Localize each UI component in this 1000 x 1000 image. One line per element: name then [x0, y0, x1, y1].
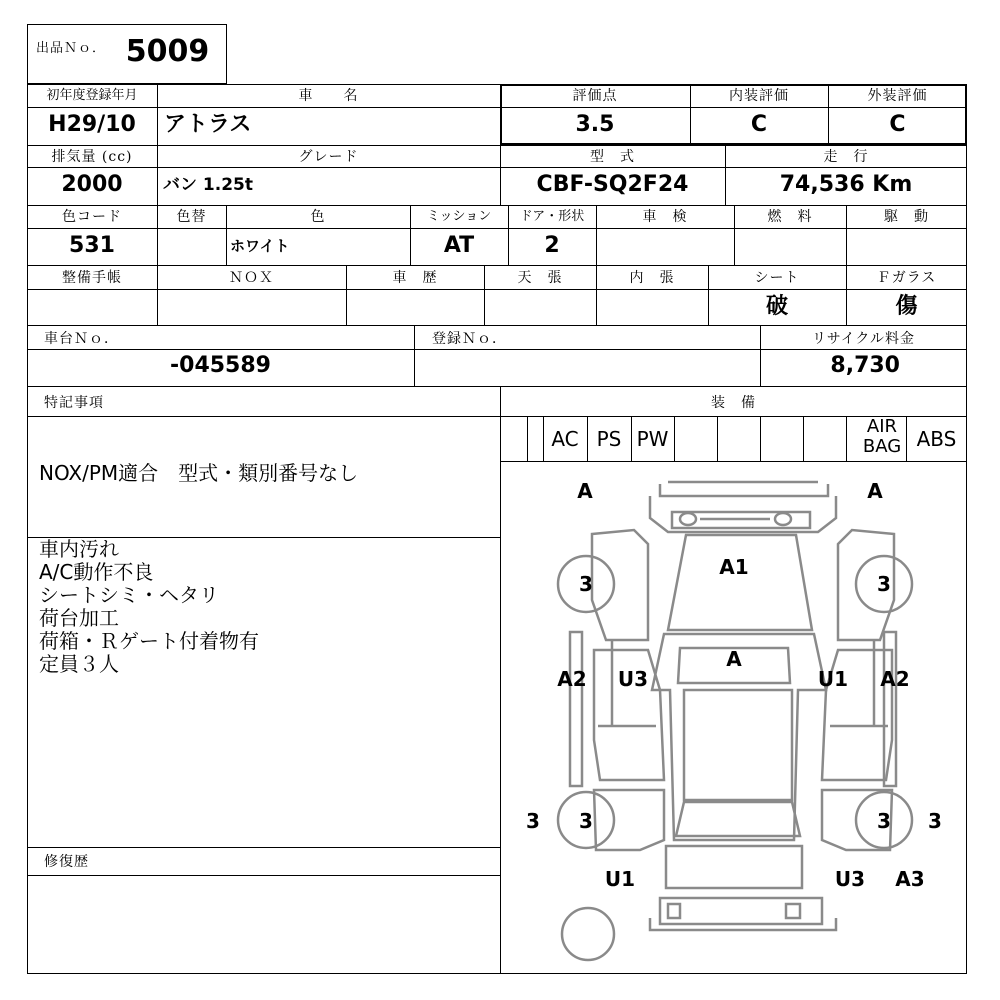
interior-label: 内装評価 [729, 88, 789, 104]
mark-rear-left: U1 [604, 867, 636, 891]
f-glass-value: 傷 [895, 294, 918, 319]
mark-rear-center-right: U3 [834, 867, 866, 891]
drive-label: 駆 動 [884, 209, 929, 225]
chassis-label: 車台Ｎｏ． [44, 331, 119, 347]
row5-div-1 [414, 325, 415, 386]
recycle-value: 8,730 [830, 353, 900, 378]
chassis-value: -045589 [170, 353, 271, 378]
equip-div-5 [717, 416, 718, 461]
repair-label-top [27, 847, 500, 848]
mark-wheel-rr: 3 [877, 809, 891, 833]
color-value: ホワイト [230, 237, 290, 255]
exterior-value: C [889, 112, 906, 137]
displacement-label: 排気量 (cc) [51, 149, 133, 165]
row1-bottom [27, 145, 967, 146]
grade-label: グレード [298, 149, 359, 165]
nox-label: ＮＯＸ [229, 270, 274, 286]
equip-div-2 [587, 416, 588, 461]
equip-div-7 [803, 416, 804, 461]
equip-items-bottom [500, 461, 967, 462]
registration-label: 登録Ｎｏ． [432, 331, 507, 347]
roof-label: 天 張 [517, 270, 563, 286]
mark-left-front-door: U3 [617, 667, 649, 691]
inner-label: 内 張 [629, 270, 675, 286]
grade-value: バン 1.25t [163, 175, 253, 195]
mark-front-left: A [577, 479, 593, 503]
door-label: ドア・形状 [519, 209, 585, 224]
car-name-value: アトラス [164, 112, 252, 137]
repair-label: 修復歴 [44, 854, 89, 870]
row3-bottom [27, 265, 967, 266]
mileage-value: 74,536 Km [779, 172, 913, 197]
notes-line1: NOX/PM適合 型式・類別番号なし [39, 461, 359, 485]
color-code-value: 531 [69, 233, 115, 258]
door-value: 2 [544, 233, 560, 258]
equip-label: 装 備 [711, 395, 756, 411]
mark-windshield: A1 [719, 555, 749, 579]
equip-div-9 [906, 416, 907, 461]
first-reg-value: H29/10 [48, 112, 136, 137]
repair-label-bottom [27, 875, 500, 876]
seat-label: シート [754, 270, 800, 286]
car-name-label: 車 名 [298, 88, 359, 104]
mark-rear-right: A3 [895, 867, 925, 891]
equip-div-1 [543, 416, 544, 461]
notes-label-line [27, 416, 500, 417]
mark-rear-left-out: 3 [526, 809, 540, 833]
equip-item-abs: ABS [916, 427, 957, 451]
f-glass-label: Ｆガラス [876, 270, 937, 286]
mission-label: ミッション [426, 209, 492, 224]
equip-div-6 [760, 416, 761, 461]
mileage-label: 走 行 [823, 149, 869, 165]
row2-bottom [27, 205, 967, 206]
equip-div-8 [846, 416, 847, 461]
mark-left-front-fender: A2 [557, 667, 587, 691]
color-code-label: 色コード [62, 209, 122, 225]
maintenance-label: 整備手帳 [62, 270, 122, 286]
first-reg-label: 初年度登録年月 [46, 88, 138, 103]
mark-wheel-fl: 3 [579, 572, 593, 596]
color-label: 色 [310, 209, 326, 225]
equip-item-ac: AC [551, 427, 579, 451]
mission-value: AT [443, 233, 475, 258]
listing-label: 出品Ｎｏ． [36, 41, 107, 56]
notes-lines: 車内汚れ A/C動作不良 シートシミ・ヘタリ 荷台加工 荷箱・Ｒゲート付着物有 定員３人 [39, 537, 259, 676]
equip-div-10 [527, 416, 528, 461]
fuel-label: 燃 料 [767, 209, 813, 225]
equip-div-4 [674, 416, 675, 461]
mark-right-front-door: U1 [817, 667, 849, 691]
seat-value: 破 [765, 294, 788, 319]
mark-front-right: A [867, 479, 883, 503]
equip-item-pw: PW [636, 427, 669, 451]
score-value: 3.5 [575, 112, 615, 137]
row4-bottom [27, 325, 967, 326]
displacement-value: 2000 [61, 172, 123, 197]
notes-divider [500, 386, 501, 974]
mark-roof: A [726, 647, 742, 671]
mark-wheel-rl: 3 [579, 809, 593, 833]
mark-right-front-fender: A2 [880, 667, 910, 691]
notes-label: 特記事項 [44, 395, 104, 411]
model-label: 型 式 [590, 149, 635, 165]
mark-wheel-fr: 3 [877, 572, 891, 596]
equip-div-3 [631, 416, 632, 461]
recycle-label: リサイクル料金 [811, 331, 916, 347]
interior-value: C [750, 112, 768, 137]
equip-item-ps: PS [596, 427, 622, 451]
equip-item-airbag: AIR BAG [862, 416, 902, 457]
listing-number: 5009 [125, 34, 210, 69]
exterior-label: 外装評価 [867, 88, 928, 104]
mark-rear-right-out: 3 [928, 809, 942, 833]
score-label: 評価点 [572, 88, 618, 104]
history-label: 車 歴 [392, 270, 438, 286]
inspection-label: 車 検 [642, 209, 688, 225]
model-value: CBF-SQ2F24 [536, 172, 689, 197]
row5-bottom [27, 386, 967, 387]
color-change-label: 色替 [176, 209, 207, 225]
